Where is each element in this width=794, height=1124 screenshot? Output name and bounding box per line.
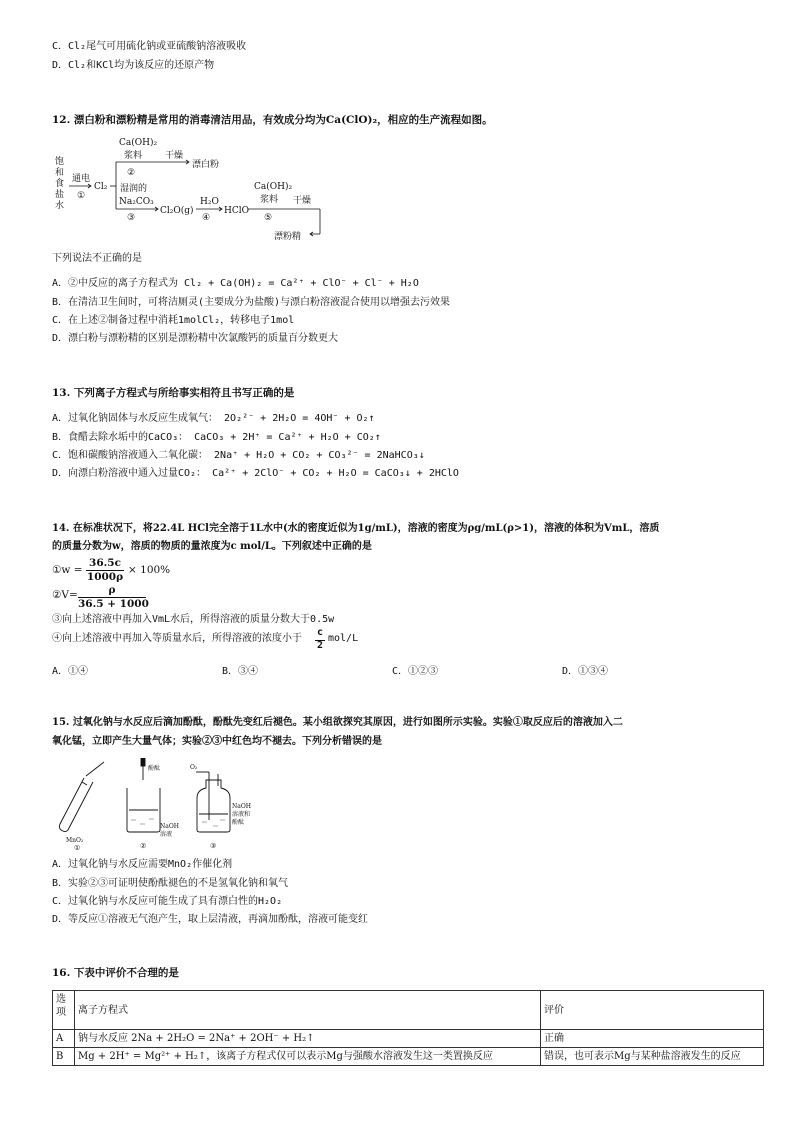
q14-stem-2: 的质量分数为w，溶质的物质的量浓度为c mol/L。下列叙述中正确的是 [52,541,372,552]
q14-choice-a: A．①④ [52,666,89,677]
header-equation: 离子方程式 [75,991,541,1030]
flow-source-char: 和 [55,168,65,178]
q12-stem: 12. 漂白粉和漂粉精是常用的消毒清洁用品，有效成分均为Ca(ClO)₂，相应的生产流程如图。 [52,114,493,126]
q14-item-4-prefix: ④向上述溶液中再加入等质量水后，所得溶液的浓度小于 [52,633,302,644]
q13-option-c: C．饱和碳酸钠溶液通入二氧化碳： 2Na⁺ + H₂O + CO₂ + CO₃²⁻ = 2NaHCO₃↓ [52,450,425,461]
header-option: 选项 [53,991,75,1030]
label-exp2: ② [140,842,147,850]
q16-table [52,990,764,1066]
flow-dry-top: 干燥 [165,151,184,161]
flow-slurry-top: 浆料 [124,151,143,161]
flow-cl2: Cl₂ [94,182,108,192]
header-evaluation: 评价 [541,991,764,1030]
label-mno2: MnO₂ [66,837,84,844]
flow-wet: 湿润的 [120,184,148,194]
q14-choice-b: B．③④ [222,666,259,677]
flow-slurry-right: 浆料 [260,195,279,205]
q12-option-c: C．在上述②制备过程中消耗1molCl₂，转移电子1mol [52,315,295,326]
q15-option-c: C．过氧化钠与水反应可能生成了具有漂白性的H₂O₂ [52,896,283,907]
row-evaluation: 错误，也可表示Mg与某种盐溶液发生的反应 [541,1048,764,1066]
row-option: A [53,1030,75,1048]
test-tube [59,778,93,832]
label-phenol2: 酚酞 [232,819,245,826]
table-row [53,1048,764,1066]
flow-source-char: 水 [55,201,65,211]
q12-flow-diagram [52,134,342,244]
flow-h2o: H₂O [200,197,219,207]
q14-item-1-numerator: 36.5c [86,556,124,571]
q15-stem-1: 15. 过氧化钠与水反应后滴加酚酞，酚酞先变红后褪色。某小组欲探究其原因，进行如图所示实验。实验①取反应后的溶液加入二 [52,717,623,728]
flow-hclo: HClO [224,206,249,216]
label-sol2: 溶液和 [232,811,251,818]
row-equation: 钠与水反应 2Na + 2H₂O = 2Na⁺ + 2OH⁻ + H₂↑ [75,1030,541,1048]
flow-caoh2-right: Ca(OH)₂ [254,182,293,192]
q13-option-a: A．过氧化钠固体与水反应生成氧气： 2O₂²⁻ + 2H₂O = 4OH⁻ + O₂↑ [52,413,375,424]
flow-na2co3: Na₂CO₃ [119,197,154,207]
flow-source-char: 盐 [55,190,65,200]
flow-bleach-essence: 漂粉精 [274,232,302,242]
q14-choice-d: D．①③④ [562,666,609,677]
q14-choice-c: C．①②③ [392,666,439,677]
label-exp1: ① [74,844,81,850]
q14-item-4-numerator: c [315,626,325,641]
q14-item-2-prefix: ②V= [52,589,78,601]
q14-item-2-denominator: 36.5 + 1000 [78,598,149,610]
label-o2: O₂ [190,764,198,771]
label-phenol: 酚酞 [148,765,161,772]
q13-option-d: D．向漂白粉溶液中通入过量CO₂： Ca²⁺ + 2ClO⁻ + CO₂ + H₂O = CaCO₃↓ + 2HClO [52,468,459,479]
table-row [53,1030,764,1048]
q14-item-2-numerator: ρ [78,583,146,598]
flow-step3: ③ [127,213,136,223]
q15-option-d: D．等反应①溶液无气泡产生，取上层清液，再滴加酚酞，溶液可能变红 [52,914,369,925]
q11-option-c: C．Cl₂尾气可用硫化钠或亚硫酸钠溶液吸收 [52,41,247,52]
flow-cl2o: Cl₂O(g) [160,206,194,216]
q13-option-b: B．食醋去除水垢中的CaCO₃： CaCO₃ + 2H⁺ = Ca²⁺ + H₂O + CO₂↑ [52,432,381,443]
q14-item-4-suffix: mol/L [328,633,359,644]
label-naoh2: NaOH [232,803,251,810]
q14-item-1-suffix: × 100% [128,564,171,576]
q15-stem-2: 氧化锰，立即产生大量气体；实验②③中红色均不褪去。下列分析错误的是 [52,736,382,747]
table-header-row [53,991,764,1030]
label-exp3: ③ [210,842,217,850]
q12-prompt: 下列说法不正确的是 [52,253,142,264]
flow-step1: ① [77,191,86,201]
q15-experiment-figure [56,758,276,850]
flow-step4: ④ [202,213,211,223]
flow-electrolysis: 通电 [72,174,91,184]
q15-option-a: A．过氧化钠与水反应需要MnO₂作催化剂 [52,859,233,870]
q11-option-d: D．Cl₂和KCl均为该反应的还原产物 [52,60,215,71]
flow-bleach-powder: 漂白粉 [192,160,220,170]
flow-source-char: 食 [55,179,65,189]
flow-step5: ⑤ [264,213,273,223]
flow-source-char: 饱 [55,157,65,167]
q15-option-b: B．实验②③可证明使酚酞褪色的不是氢氧化钠和氧气 [52,878,289,889]
q14-item-1-prefix: ①w = [52,564,83,576]
row-equation: Mg + 2H⁺ = Mg²⁺ + H₂↑，该离子方程式仅可以表示Mg与强酸水溶液发生这一类置换反应 [75,1048,541,1066]
label-sol1: 溶液 [160,831,173,838]
row-option: B [53,1048,75,1066]
q14-item-1-denominator: 1000ρ [86,571,124,583]
q16-stem: 16. 下表中评价不合理的是 [52,967,179,979]
q12-option-a: A．②中反应的离子方程式为 Cl₂ + Ca(OH)₂ = Ca²⁺ + ClO⁻ + Cl⁻ + H₂O [52,278,419,289]
label-naoh1: NaOH [160,823,179,830]
q12-option-b: B．在清洁卫生间时，可将洁厕灵(主要成分为盐酸)与漂白粉溶液混合使用以增强去污效果 [52,297,451,308]
q14-stem-1: 14. 在标准状况下，将22.4L HCl完全溶于1L水中(水的密度近似为1g/mL)，溶液的密度为ρg/mL(ρ>1)，溶液的体积为VmL，溶质 [52,523,660,534]
flow-caoh2-top: Ca(OH)₂ [119,138,158,148]
row-evaluation: 正确 [541,1030,764,1048]
flow-step2: ② [127,168,136,178]
flow-dry-right: 干燥 [293,196,312,206]
q14-item-3: ③向上述溶液中再加入VmL水后，所得溶液的质量分数大于0.5w [52,614,335,625]
q13-stem: 13. 下列离子方程式与所给事实相符且书写正确的是 [52,387,295,399]
gas-bottle [197,780,230,832]
q12-option-d: D．漂白粉与漂粉精的区别是漂粉精中次氯酸钙的质量百分数更大 [52,333,339,344]
q14-item-4-denominator: 2 [316,640,324,651]
